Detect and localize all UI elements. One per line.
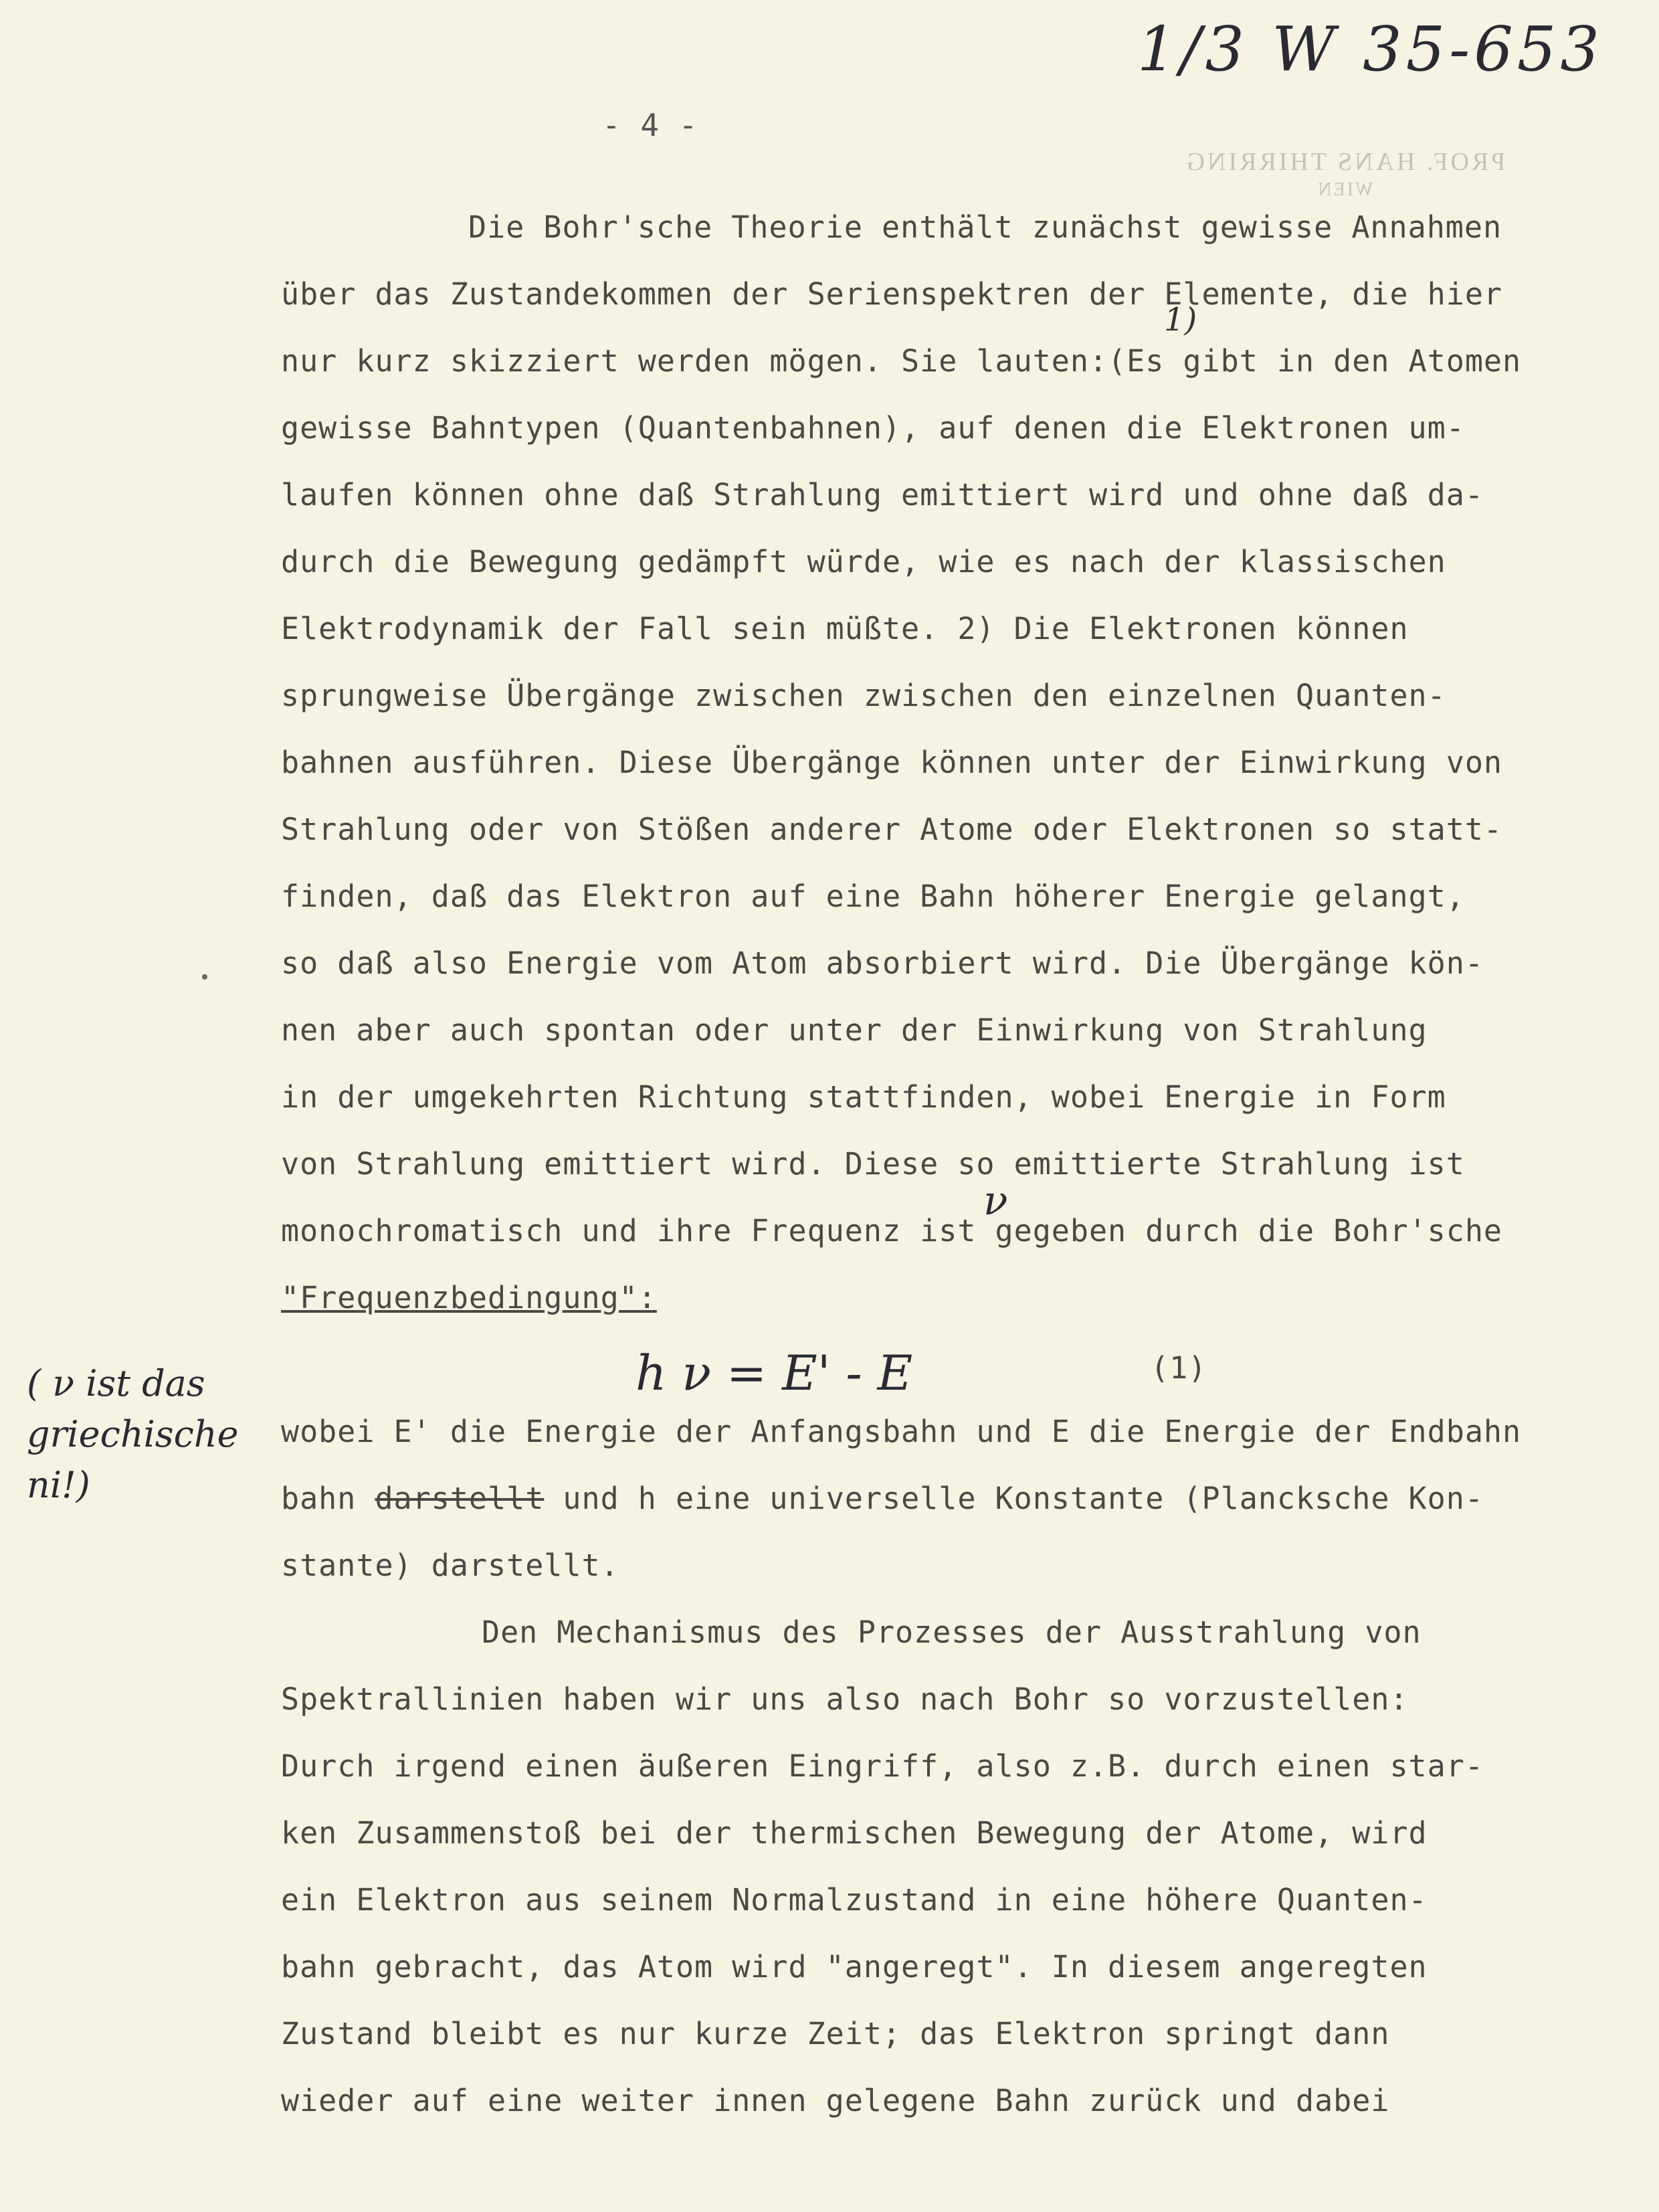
paragraph1-line: so daß also Energie vom Atom absorbiert wird. Die Übergänge kön- xyxy=(281,945,1484,981)
paragraph1-line: nen aber auch spontan oder unter der Einwirkung von Strahlung xyxy=(281,1012,1428,1048)
paragraph2-line: Zustand bleibt es nur kurze Zeit; das Elektron springt dann xyxy=(281,2016,1390,2051)
stamp-line-1: PROF. HANS THIRRING xyxy=(1183,148,1506,176)
paragraph1-line: sprungweise Übergänge zwischen zwischen den einzelnen Quanten- xyxy=(281,678,1446,713)
paragraph1-line: finden, daß das Elektron auf eine Bahn höherer Energie gelangt, xyxy=(281,879,1465,914)
paragraph2-line: ein Elektron aus seinem Normalzustand in eine höhere Quanten- xyxy=(281,1882,1428,1918)
archive-code-annotation: 1/3 W 35-653 xyxy=(1137,13,1603,85)
margin-note: ( ν ist das griechische ni!) xyxy=(27,1362,239,1506)
paragraph2-line: Durch irgend einen äußeren Eingriff, also z.B. durch einen star- xyxy=(281,1748,1484,1784)
paragraph2-line: Den Mechanismus des Prozesses der Ausstrahlung von xyxy=(482,1615,1422,1650)
paragraph2-line: wieder auf eine weiter innen gelegene Bahn zurück und dabei xyxy=(281,2083,1390,2118)
paragraph1-line: Die Bohr'sche Theorie enthält zunächst gewisse Annahmen xyxy=(468,209,1502,245)
paragraph1-line: laufen können ohne daß Strahlung emittiert wird und ohne daß da- xyxy=(281,477,1484,513)
after-formula-line2-end: und h eine universelle Konstante (Plancksche Kon- xyxy=(544,1481,1484,1516)
paragraph1-line: Strahlung oder von Stößen anderer Atome oder Elektronen so statt- xyxy=(281,812,1502,847)
paragraph1-line: von Strahlung emittiert wird. Diese so emittierte Strahlung ist xyxy=(281,1146,1465,1182)
after-formula-line xyxy=(281,1479,1579,1519)
paragraph1-line: durch die Bewegung gedämpft würde, wie es nach der klassischen xyxy=(281,544,1446,579)
page-number: - 4 - xyxy=(602,107,698,143)
stamp-line-2: WIEN xyxy=(1316,179,1373,200)
paragraph1-line: Elektrodynamik der Fall sein müßte. 2) Die Elektronen können xyxy=(281,611,1409,646)
paragraph1-line: über das Zustandekommen der Serienspektren der Elemente, die hier xyxy=(281,276,1502,312)
paragraph1-line: in der umgekehrten Richtung stattfinden, wobei Energie in Form xyxy=(281,1079,1446,1115)
after-formula-line: stante) darstellt. xyxy=(281,1548,619,1583)
paragraph1-line: nur kurz skizziert werden mögen. Sie lauten:(Es gibt in den Atomen xyxy=(281,343,1522,379)
bohr-frequency-formula: h ν = E' - E xyxy=(636,1345,913,1401)
after-formula-line2-start: bahn xyxy=(281,1481,375,1516)
paragraph2-line: bahn gebracht, das Atom wird "angeregt". In diesem angeregten xyxy=(281,1949,1428,1985)
handwritten-nu-insertion: ν xyxy=(983,1178,1008,1224)
footnote-marker: 1) xyxy=(1164,301,1197,339)
paragraph2-line: Spektrallinien haben wir uns also nach Bohr so vorzustellen: xyxy=(281,1681,1409,1717)
paragraph1-line: monochromatisch und ihre Frequenz ist gegeben durch die Bohr'sche xyxy=(281,1213,1502,1249)
margin-dot xyxy=(202,974,207,980)
paragraph2-line: ken Zusammenstoß bei der thermischen Bewegung der Atome, wird xyxy=(281,1815,1428,1851)
after-formula-line: wobei E' die Energie der Anfangsbahn und E die Energie der Endbahn xyxy=(281,1414,1522,1449)
frequenzbedingung-heading: "Frequenzbedingung": xyxy=(281,1280,657,1315)
paragraph1-line: bahnen ausführen. Diese Übergänge können unter der Einwirkung von xyxy=(281,745,1502,780)
equation-number: (1) xyxy=(1151,1350,1207,1386)
paragraph1-line: gewisse Bahntypen (Quantenbahnen), auf denen die Elektronen um- xyxy=(281,410,1465,446)
faint-stamp xyxy=(1157,147,1532,201)
struck-word: darstellt xyxy=(375,1481,545,1516)
